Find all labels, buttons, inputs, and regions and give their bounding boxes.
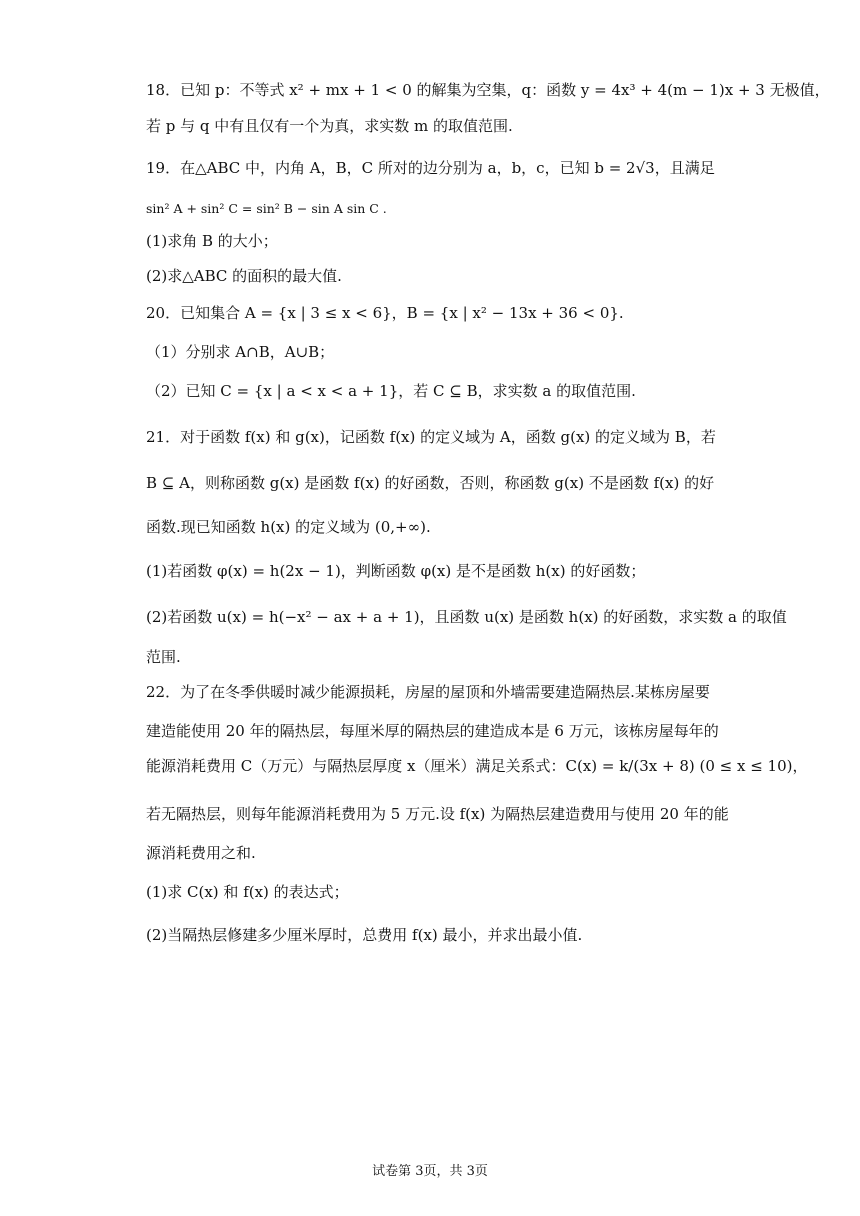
q22-line7: (2)当隔热层修建多少厘米厚时，总费用 f(x) 最小，并求出最小值. [146, 926, 583, 944]
q22-line5: 源消耗费用之和. [146, 844, 256, 862]
q22-line4: 若无隔热层，则每年能源消耗费用为 5 万元.设 f(x) 为隔热层建造费用与使用 20 年的能 [146, 805, 729, 823]
q19-line1: 19．在△ABC 中，内角 A，B，C 所对的边分别为 a，b，c，已知 b = 2√3，且满足 [146, 159, 715, 177]
q21-line4: (1)若函数 φ(x) = h(2x − 1)，判断函数 φ(x) 是不是函数 h(x) 的好函数； [146, 562, 646, 580]
q21-line3: 函数.现已知函数 h(x) 的定义域为 (0,+∞). [146, 518, 431, 536]
q19-line3: (1)求角 B 的大小； [146, 232, 278, 250]
q19-line2: sin² A + sin² C = sin² B − sin A sin C . [146, 201, 387, 216]
q21-line6: 范围. [146, 648, 181, 666]
q21-line1: 21．对于函数 f(x) 和 g(x)，记函数 f(x) 的定义域为 A，函数 g(x) 的定义域为 B，若 [146, 428, 716, 446]
q22-line3: 能源消耗费用 C（万元）与隔热层厚度 x（厘米）满足关系式：C(x) = k/(3x + 8) (0 ≤ x ≤ 10)， [146, 757, 808, 775]
q20-line2: （1）分别求 A∩B，A∪B； [146, 343, 335, 361]
q21-line5: (2)若函数 u(x) = h(−x² − ax + a + 1)，且函数 u(x) 是函数 h(x) 的好函数，求实数 a 的取值 [146, 608, 787, 626]
q22-line2: 建造能使用 20 年的隔热层，每厘米厚的隔热层的建造成本是 6 万元，该栋房屋每年的 [146, 722, 719, 740]
q18-line1: 18．已知 p：不等式 x² + mx + 1 < 0 的解集为空集，q：函数 y = 4x³ + 4(m − 1)x + 3 无极值， [146, 81, 830, 99]
q20-line3: （2）已知 C = {x | a < x < a + 1}，若 C ⊆ B，求实数 a 的取值范围. [146, 382, 636, 400]
q19-line4: (2)求△ABC 的面积的最大值. [146, 267, 342, 285]
q22-line6: (1)求 C(x) 和 f(x) 的表达式； [146, 883, 349, 901]
page-footer: 试卷第 3页，共 3页 [372, 1164, 488, 1179]
q21-line2: B ⊆ A，则称函数 g(x) 是函数 f(x) 的好函数，否则，称函数 g(x) 不是函数 f(x) 的好 [146, 474, 715, 492]
q20-line1: 20．已知集合 A = {x | 3 ≤ x < 6}，B = {x | x² − 13x + 36 < 0}. [146, 304, 624, 322]
q22-line1: 22．为了在冬季供暖时减少能源损耗，房屋的屋顶和外墙需要建造隔热层.某栋房屋要 [146, 683, 710, 701]
q18-line2: 若 p 与 q 中有且仅有一个为真，求实数 m 的取值范围. [146, 117, 513, 135]
